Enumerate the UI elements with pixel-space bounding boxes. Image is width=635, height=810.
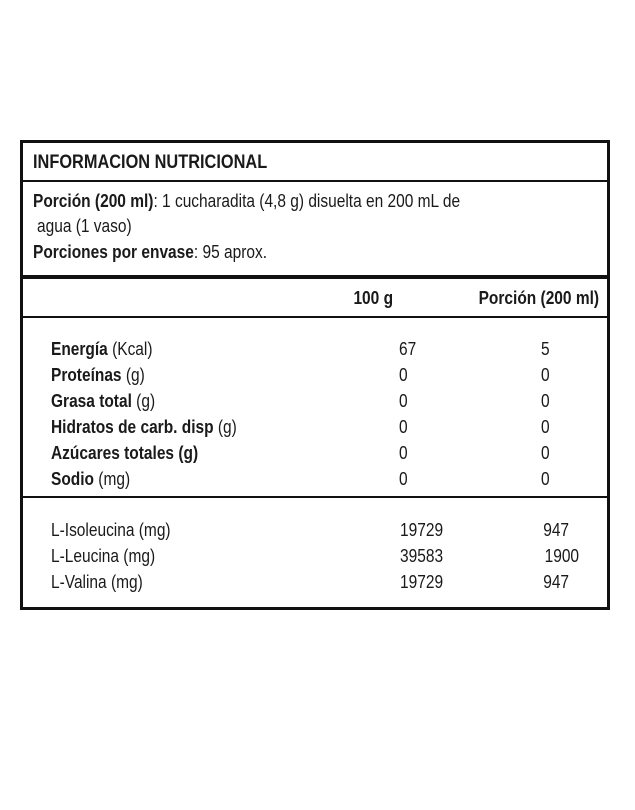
amino-name: L-Valina (mg) bbox=[51, 572, 143, 592]
amino-value-portion: 947 bbox=[543, 520, 569, 540]
nutrient-unit: (g) bbox=[121, 365, 145, 385]
panel-title: INFORMACION NUTRICIONAL bbox=[33, 152, 268, 173]
column-header-portion: Porción (200 ml) bbox=[478, 288, 599, 308]
nutrient-row-energy bbox=[51, 339, 153, 360]
nutrient-value-100g: 0 bbox=[399, 365, 408, 385]
serving-size bbox=[33, 191, 460, 212]
serving-size-label: Porción (200 ml) bbox=[33, 191, 154, 211]
nutrient-value-portion: 0 bbox=[541, 391, 550, 411]
serving-size-text-cont: agua (1 vaso) bbox=[37, 216, 132, 236]
servings-per-pack-text: : 95 aprox. bbox=[193, 242, 268, 262]
amino-value-100g: 39583 bbox=[399, 546, 443, 566]
nutrient-value-portion: 0 bbox=[541, 417, 550, 437]
nutrient-value-100g: 67 bbox=[399, 339, 417, 359]
divider bbox=[23, 316, 607, 318]
serving-size-text: : 1 cucharadita (4,8 g) disuelta en 200 mL de bbox=[153, 191, 461, 211]
nutrient-row-fat bbox=[51, 391, 155, 412]
nutrient-row-protein bbox=[51, 365, 145, 386]
nutrient-value-portion: 0 bbox=[541, 365, 550, 385]
nutrient-value-100g: 0 bbox=[399, 391, 408, 411]
servings-per-pack-label: Porciones por envase bbox=[33, 242, 194, 262]
nutrient-value-portion: 5 bbox=[541, 339, 550, 359]
servings-per-pack bbox=[33, 242, 267, 263]
divider bbox=[23, 496, 607, 498]
amino-name: L-Leucina (mg) bbox=[51, 546, 156, 566]
nutrient-unit: (g) bbox=[213, 417, 237, 437]
nutrient-value-100g: 0 bbox=[399, 469, 408, 489]
amino-value-portion: 947 bbox=[543, 572, 569, 592]
nutrient-unit: (mg) bbox=[94, 469, 131, 489]
nutrient-row-sodium bbox=[51, 469, 130, 490]
amino-value-100g: 19729 bbox=[399, 520, 443, 540]
nutrient-value-100g: 0 bbox=[399, 443, 408, 463]
nutrient-name: Energía bbox=[51, 339, 108, 359]
nutrient-value-portion: 0 bbox=[541, 443, 550, 463]
nutrient-value-100g: 0 bbox=[399, 417, 408, 437]
nutrient-value-portion: 0 bbox=[541, 469, 550, 489]
nutrient-name: Hidratos de carb. disp bbox=[51, 417, 214, 437]
nutrient-row-carbs bbox=[51, 417, 237, 438]
nutrient-unit: (g) bbox=[131, 391, 156, 411]
divider bbox=[23, 180, 607, 182]
nutrient-name: Grasa total bbox=[51, 391, 132, 411]
nutrient-row-sugars bbox=[51, 443, 198, 464]
nutrient-name: Proteínas bbox=[51, 365, 122, 385]
nutrient-name: Azúcares totales (g) bbox=[51, 443, 199, 463]
amino-value-100g: 19729 bbox=[399, 572, 443, 592]
amino-name: L-Isoleucina (mg) bbox=[51, 520, 171, 540]
amino-value-portion: 1900 bbox=[544, 546, 579, 566]
nutrient-unit: (Kcal) bbox=[107, 339, 153, 359]
thick-divider bbox=[23, 275, 607, 279]
column-header-100g: 100 g bbox=[353, 288, 393, 308]
nutrient-name: Sodio bbox=[51, 469, 94, 489]
nutrition-facts-panel bbox=[20, 140, 610, 610]
